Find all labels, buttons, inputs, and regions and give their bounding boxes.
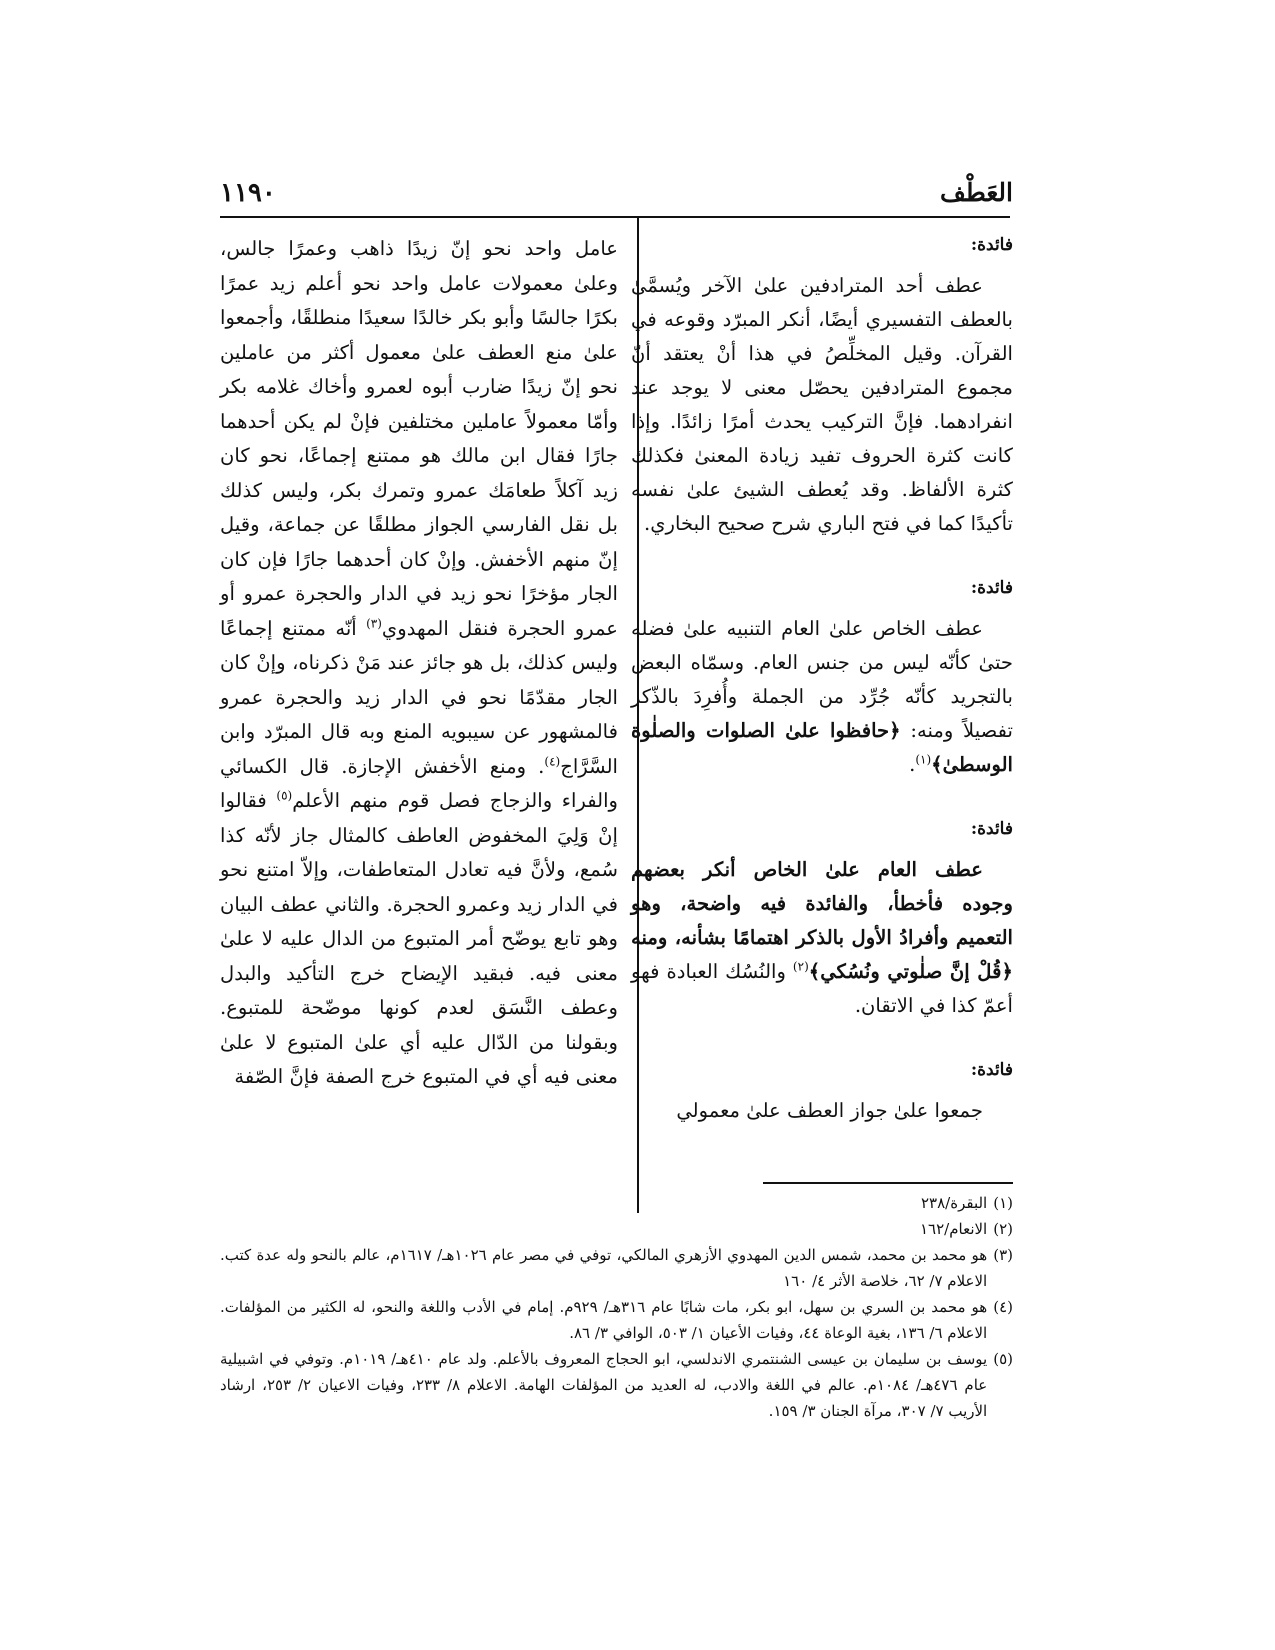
- paragraph-text: أنّه ممتنع إجماعًا وليس كذلك، بل هو جائز عند مَنْ ذكرناه، وإنْ كان الجار مقدّمًا نحو في الدار زيد والحجرة عمرو فالمشهور عن سيبويه المنع وبه قال المبرّد وابن السَّرَّاج: [220, 616, 618, 778]
- footnote-marker: (١): [915, 752, 932, 767]
- section-paragraph: عطف أحد المترادفين علىٰ الآخر ويُسمَّىٰ بالعطف التفسيري أيضًا، أنكر المبرّد وقوعه في القرآن. وقيل المخلِّصُ في هذا أنْ يعتقد أنّ مجموع المترادفين يحصّل معنى لا يوجد عند انفرادهما. فإنَّ التركيب يحدث أمرًا زائدًا. وإذا كانت كثرة الحروف تفيد زيادة المعنىٰ فكذلك كثرة الألفاظ. وقد يُعطف الشيئ علىٰ نفسه تأكيدًا كما في فتح الباري شرح صحيح البخاري.: [631, 274, 1013, 535]
- note-section: [631, 573, 1013, 782]
- page-number: ١١٩٠: [220, 178, 276, 208]
- footnote-number: (٢): [993, 1220, 1013, 1238]
- footnote: [220, 1190, 1013, 1216]
- footnote-number: (٣): [993, 1246, 1013, 1264]
- section-heading: فائدة:: [970, 819, 1013, 839]
- footnote-number: (٤): [993, 1298, 1013, 1316]
- note-section: [631, 1055, 1013, 1128]
- footnotes: [220, 1190, 1013, 1424]
- footnote: [220, 1216, 1013, 1242]
- footnote-number: (١): [993, 1194, 1013, 1212]
- paragraph-text: . ومنع الأخفش الإجازة. قال الكسائي والفراء والزجاج فصل قوم منهم الأعلم: [220, 754, 619, 812]
- footnote-marker: (٢): [792, 959, 809, 974]
- section-heading: فائدة:: [970, 578, 1013, 598]
- paragraph-text: فقالوا إنْ وَلِيَ المخفوض العاطف كالمثال جاز لأنّه كذا سُمع، ولأنَّ فيه تعادل المتعاطفات، وإلاّ امتنع نحو في الدار زيد وعمرو الحجرة. والثاني عطف البيان وهو تابع يوضّح أمر المتبوع من الدال عليه لا علىٰ معنى فيه. فبقيد الإيضاح خرج التأكيد والبدل وعطف النَّسَق لعدم كونها موضّحة للمتبوع. وبقولنا من الدّال عليه أي علىٰ المتبوع لا علىٰ معنى فيه أي في المتبوع خرج الصفة فإنَّ الصّفة: [220, 789, 618, 1088]
- quran-verse: ﴿قُلْ إنَّ صلٰوتي ونُسُكي﴾: [808, 960, 1013, 983]
- footnote-text: الانعام/١٦٢: [920, 1220, 988, 1238]
- paragraph-text: والنُسُك العبادة فهو أعمّ كذا في الاتقان.: [631, 960, 1013, 1017]
- note-section: [631, 230, 1013, 541]
- section-paragraph: جمعوا علىٰ جواز العطف علىٰ معمولي: [676, 1099, 983, 1122]
- section-heading: فائدة:: [970, 235, 1013, 255]
- note-section: [631, 814, 1013, 1023]
- footnote-marker: (٥): [276, 788, 293, 803]
- footnote-text: هو محمد بن السري بن سهل، ابو بكر، مات شابًا عام ٣١٦هـ/ ٩٢٩م. إمام في الأدب واللغة والنحو، له الكثير من المؤلفات. الاعلام ٦/ ١٣٦، بغية الوعاة ٤٤، وفيات الأعيان ١/ ٥٠٣، الوافي ٣/ ٨٦.: [220, 1298, 988, 1342]
- section-paragraph: [631, 612, 1013, 782]
- right-column: [631, 230, 1013, 1160]
- paragraph-text: عامل واحد نحو إنّ زيدًا ذاهب وعمرًا جالس، وعلىٰ معمولات عامل واحد نحو أعلم زيد عمرًا بكرًا جالسًا وأبو بكر خالدًا سعيدًا منطلقًا، وأجمعوا علىٰ منع العطف علىٰ معمول أكثر من عاملين نحو إنّ زيدًا ضارب أبوه لعمرو وأخاك غلامه بكر وأمّا معمولاً عاملين مختلفين فإنْ لم يكن أحدهما جارًا فقال ابن مالك هو ممتنع إجماعًا، نحو كان زيد آكلاً طعامَك عمرو وتمرك بكر، وليس كذلك بل نقل الفارسي الجواز مطلقًا عن جماعة، وقيل إنّ منهم الأخفش. وإنْ كان أحدهما جارًا فإن كان الجار مؤخرًا نحو زيد في الدار والحجرة عمرو أو عمرو الحجرة فنقل المهدوي: [220, 237, 618, 640]
- continued-paragraph: [220, 232, 618, 1095]
- footnote: [220, 1294, 1013, 1346]
- footnote-marker: (٣): [366, 615, 382, 630]
- quran-verse: ﴿حافظوا علىٰ الصلوات والصلٰوة الوسطىٰ﴾: [631, 719, 1013, 776]
- left-column: [220, 232, 618, 1095]
- footnote-text: هو محمد بن محمد، شمس الدين المهدوي الأزهري المالكي، توفي في مصر عام ١٠٢٦هـ/ ١٦١٧م، عالم بالنحو وله عدة كتب. الاعلام ٧/ ٦٢، خلاصة الأثر ٤/ ١٦٠: [220, 1246, 988, 1290]
- header-rule: [220, 216, 1010, 218]
- paragraph-text: عطف العام علىٰ الخاص أنكر بعضهم وجوده فأخطأ، والفائدة فيه واضحة، وهو التعميم وأفرادُ الأول بالذكر اهتمامًا بشأنه، ومنه: [631, 858, 1013, 949]
- paragraph-text: عطف الخاص علىٰ العام التنبيه علىٰ فضله حتىٰ كأنّه ليس من جنس العام. وسمّاه البعض بالتجريد كأنّه جُرِّد من الجملة وأُفرِدَ بالذّكر تفصيلاً ومنه:: [631, 617, 1013, 742]
- running-title: العَطْف: [939, 178, 1013, 207]
- section-paragraph: [631, 853, 1013, 1023]
- footnote-text: يوسف بن سليمان بن عيسى الشنتمري الاندلسي، ابو الحجاج المعروف بالأعلم. ولد عام ٤١٠هـ/ ١٠١٩م. وتوفي في اشبيلية عام ٤٧٦هـ/ ١٠٨٤م. عالم في اللغة والادب، له العديد من المؤلفات الهامة. الاعلام ٨/ ٢٣٣، وفيات الاعيان ٢/ ٢٥٣، ارشاد الأريب ٧/ ٣٠٧، مرآة الجنان ٣/ ١٥٩.: [220, 1350, 988, 1420]
- footnote: [220, 1242, 1013, 1294]
- footnote-number: (٥): [993, 1350, 1013, 1368]
- paragraph-text: .: [909, 753, 916, 776]
- footnote-rule: [763, 1182, 1013, 1184]
- footnote: [220, 1346, 1013, 1424]
- section-heading: فائدة:: [970, 1060, 1013, 1080]
- footnote-marker: (٤): [544, 753, 561, 768]
- page-header: [220, 178, 1013, 218]
- footnote-text: البقرة/٢٣٨: [921, 1194, 988, 1212]
